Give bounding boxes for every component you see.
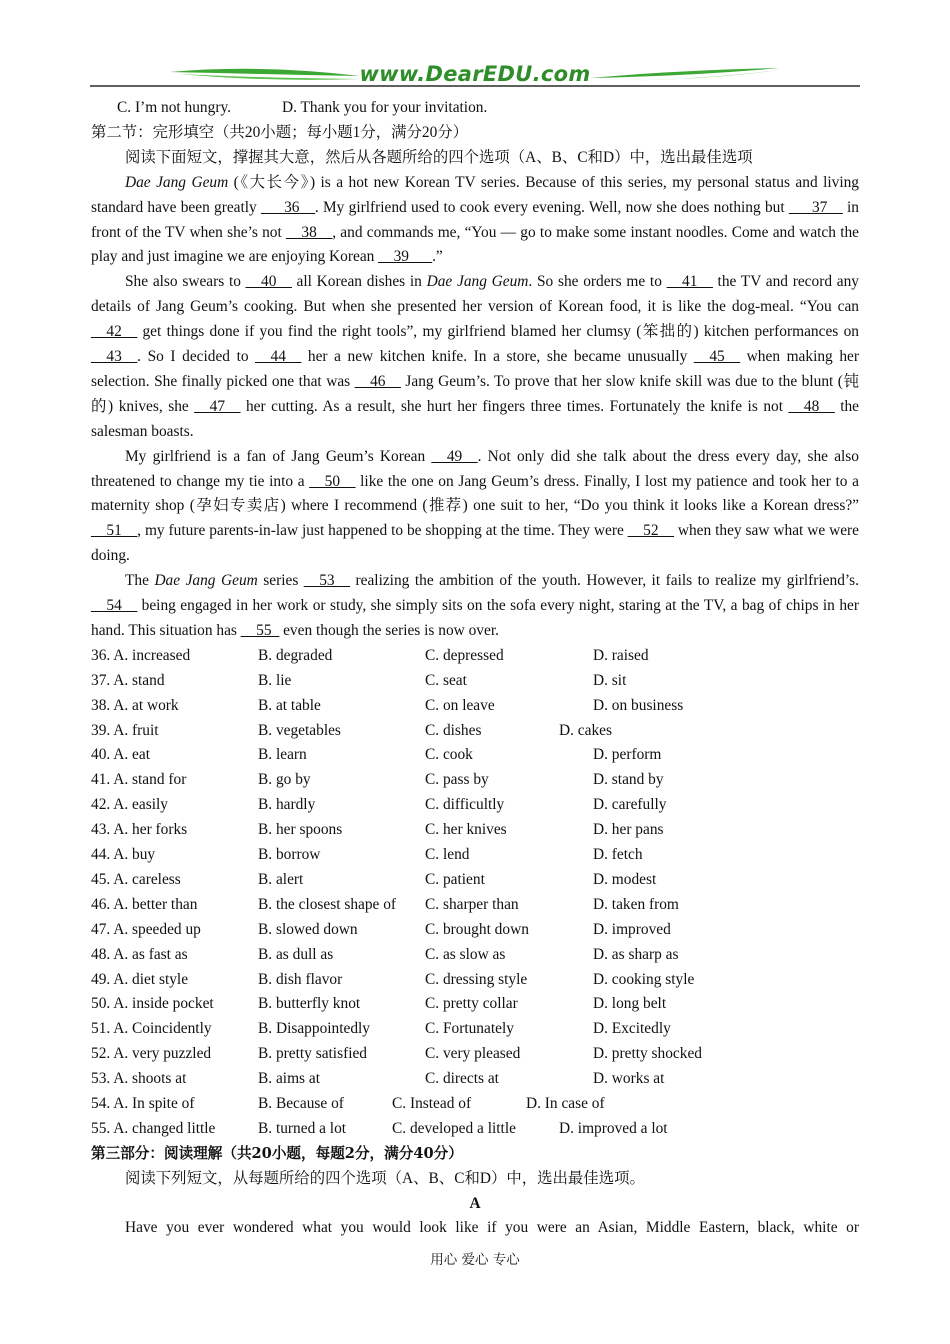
option-b: B. slowed down: [258, 920, 358, 938]
option-c: C. lend: [425, 846, 470, 864]
passage-paragraph-1: Dae Jang Geum (《大长今》) is a hot new Korean TV series. Because of this series, my personal status and living standard have been greatly ___36__. My girlfriend used to cook every evening. Well, now she does nothing but ___37__ in front of the TV when she’s not __38__, and commands me, “You — go to make some instant noodles. Come and watch the play and just imagine we are enjoying Korean __39___.”: [91, 173, 860, 266]
option-a: 49. A. diet style: [91, 970, 189, 988]
blank-42: __42__: [91, 323, 138, 341]
option-d: D. perform: [593, 746, 662, 764]
option-b: B. lie: [258, 671, 292, 689]
option-row: [91, 1117, 859, 1142]
option-a: 48. A. as fast as: [91, 945, 188, 963]
option-d: D. stand by: [593, 771, 664, 789]
prev-question-options: [91, 96, 859, 121]
option-c: C. cook: [425, 746, 473, 764]
option-d: D. modest: [593, 870, 657, 888]
option-a: 51. A. Coincidently: [91, 1020, 212, 1038]
option-c: C. pass by: [425, 771, 489, 789]
option-row: [91, 893, 859, 918]
option-b: B. the closest shape of: [258, 895, 397, 913]
option-b: B. learn: [258, 746, 307, 764]
option-b: B. as dull as: [258, 945, 334, 963]
option-row: [91, 1042, 859, 1067]
option-row: [91, 1017, 859, 1042]
passage-a-first-line: Have you ever wondered what you would look like if you were an Asian, Middle Eastern, black, white or: [125, 1219, 859, 1237]
section2-instruction: 阅读下面短文，撑握其大意，然后从各题所给的四个选项（A、B、C和D）中，选出最佳选项: [125, 148, 753, 166]
option-a: 41. A. stand for: [91, 771, 187, 789]
blank-53: __53__: [303, 572, 350, 590]
blank-48: __48__: [788, 397, 835, 415]
option-d: D. Thank you for your invitation.: [282, 99, 488, 116]
option-c: C. on leave: [425, 696, 495, 714]
option-d: D. long belt: [593, 995, 667, 1013]
site-logo: www.DearEDU.com: [359, 62, 591, 86]
blank-39: __39___: [378, 248, 433, 266]
blank-52: __52__: [627, 522, 674, 540]
option-d: D. carefully: [593, 796, 667, 814]
option-b: B. vegetables: [258, 721, 341, 739]
option-b: B. hardly: [258, 796, 316, 814]
option-c: C. patient: [425, 870, 485, 888]
option-b: B. her spoons: [258, 821, 343, 839]
option-row: [91, 694, 859, 719]
option-c: C. seat: [425, 671, 467, 689]
option-d: D. In case of: [526, 1094, 605, 1112]
option-a: 42. A. easily: [91, 796, 168, 814]
option-d: D. cakes: [559, 721, 612, 739]
option-row: [91, 992, 859, 1017]
blank-40: __40__: [245, 273, 292, 291]
option-b: B. dish flavor: [258, 970, 343, 988]
option-row: [91, 719, 859, 744]
blank-54: __54__: [91, 597, 138, 615]
option-c: C. as slow as: [425, 945, 506, 963]
blank-37: ___37__: [788, 198, 843, 216]
option-d: D. Excitedly: [593, 1020, 671, 1038]
option-b: B. aims at: [258, 1070, 320, 1088]
option-c: C. I’m not hungry.: [117, 99, 231, 116]
blank-36: ___36__: [261, 198, 315, 216]
option-d: D. her pans: [593, 821, 664, 839]
passage-paragraph-4: The Dae Jang Geum series __53__ realizing the ambition of the youth. However, it fails to realize my girlfriend’s. __54__ being engaged in her work or study, she simply sits on the sofa every night, staring at the TV, a bag of chips in her hand. This situation has __55_ even though the series is now over.: [91, 572, 859, 640]
option-b: B. pretty satisfied: [258, 1045, 367, 1063]
option-c: C. Fortunately: [425, 1020, 514, 1038]
option-a: 53. A. shoots at: [91, 1070, 187, 1088]
page-footer: 用心 爱心 专心: [430, 1252, 520, 1268]
option-b: B. borrow: [258, 846, 321, 864]
option-b: B. Because of: [258, 1094, 344, 1112]
option-row: [91, 644, 859, 669]
option-row: [91, 868, 859, 893]
blank-45: __45__: [693, 348, 741, 366]
option-a: 46. A. better than: [91, 895, 198, 913]
option-c: C. directs at: [425, 1070, 499, 1088]
blank-51: __51__: [91, 522, 138, 540]
section3-instruction: 阅读下列短文，从每题所给的四个选项（A、B、C和D）中，选出最佳选项。: [125, 1169, 645, 1187]
option-c: C. pretty collar: [425, 995, 518, 1013]
option-row: [91, 968, 859, 993]
blank-49: __49__: [431, 447, 478, 465]
exam-page: [91, 96, 859, 1241]
option-b: B. butterfly knot: [258, 995, 361, 1013]
blank-50: __50__: [309, 472, 356, 490]
option-c: C. dressing style: [425, 970, 528, 988]
option-a: 43. A. her forks: [91, 821, 188, 839]
option-row: [91, 918, 859, 943]
option-a: 38. A. at work: [91, 696, 179, 714]
option-d: D. improved a lot: [559, 1119, 668, 1137]
option-d: D. raised: [593, 646, 649, 664]
option-d: D. taken from: [593, 895, 679, 913]
option-c: C. developed a little: [392, 1119, 516, 1137]
option-a: 39. A. fruit: [91, 721, 159, 739]
option-row: [91, 1092, 859, 1117]
blank-47: __47__: [194, 397, 241, 415]
option-row: [91, 743, 859, 768]
option-b: B. at table: [258, 696, 321, 714]
option-d: D. fetch: [593, 846, 643, 864]
option-a: 44. A. buy: [91, 846, 156, 864]
option-a: 36. A. increased: [91, 646, 191, 664]
option-c: C. difficultly: [425, 796, 505, 814]
option-row: [91, 818, 859, 843]
option-a: 50. A. inside pocket: [91, 995, 214, 1013]
passage-label: A: [469, 1194, 481, 1212]
option-row: [91, 669, 859, 694]
option-a: 37. A. stand: [91, 671, 165, 689]
option-d: D. on business: [593, 696, 684, 714]
blank-41: __41__: [666, 273, 713, 291]
option-d: D. sit: [593, 671, 627, 689]
option-a: 45. A. careless: [91, 870, 181, 888]
option-c: C. Instead of: [392, 1094, 472, 1112]
blank-38: __38__: [286, 223, 333, 241]
passage-paragraph-2: She also swears to __40__ all Korean dishes in Dae Jang Geum. So she orders me to __41__ the TV and record any details of Jang Geum’s cooking. But when she presented her version of Korean food, it is like the dog-meal. “You can __42__ get things done if you find the right tools”, my girlfriend blamed her clumsy (笨拙的) kitchen performances on __43__. So I decided to __44__ her a new kitchen knife. In a store, she became unusually __45__ when making her selection. She finally picked one that was __46__ Jang Geum’s. To prove that her slow knife skill was due to the blunt (钝的) knives, she __47__ her cutting. As a result, she hurt her fingers three times. Fortunately the knife is not __48__ the salesman boasts.: [91, 273, 860, 440]
option-row: [91, 768, 859, 793]
option-a: 40. A. eat: [91, 746, 150, 764]
option-row: [91, 843, 859, 868]
option-c: C. depressed: [425, 646, 504, 664]
option-c: C. very pleased: [425, 1045, 521, 1063]
option-d: D. improved: [593, 920, 671, 938]
option-c: C. her knives: [425, 821, 507, 839]
site-header-banner: [90, 60, 860, 90]
option-d: D. as sharp as: [593, 945, 679, 963]
option-d: D. works at: [593, 1070, 665, 1088]
option-row: [91, 1067, 859, 1092]
option-a: 52. A. very puzzled: [91, 1045, 212, 1063]
section3-title: 第三部分：阅读理解（共20小题，每题2分，满分40分）: [91, 1144, 463, 1162]
option-b: B. Disappointedly: [258, 1020, 371, 1038]
option-a: 47. A. speeded up: [91, 920, 201, 938]
option-row: [91, 793, 859, 818]
option-b: B. degraded: [258, 646, 333, 664]
option-c: C. dishes: [425, 721, 482, 739]
answer-options-list: [91, 644, 859, 1142]
blank-43: __43__: [91, 348, 138, 366]
blank-46: __46__: [354, 372, 401, 390]
blank-55: __55_: [240, 622, 280, 640]
option-b: B. alert: [258, 870, 304, 888]
option-a: 54. A. In spite of: [91, 1094, 195, 1112]
passage-paragraph-3: My girlfriend is a fan of Jang Geum’s Korean __49__. Not only did she talk about the dress every day, she also threatened to change my tie into a __50__ like the one on Jang Geum’s dress. Finally, I lost my patience and took her to a maternity shop (孕妇专卖店) where I recommend (推荐) one suit to her, “Do you think it looks like a Korean dress?” __51__, my future parents-in-law just happened to be shopping at the time. They were __52__ when they saw what we were doing.: [91, 447, 859, 565]
option-c: C. sharper than: [425, 895, 519, 913]
option-a: 55. A. changed little: [91, 1119, 216, 1137]
option-d: D. cooking style: [593, 970, 695, 988]
option-d: D. pretty shocked: [593, 1045, 702, 1063]
section2-title: 第二节：完形填空（共20小题；每小题1分，满分20分）: [91, 123, 469, 141]
blank-44: __44__: [255, 348, 302, 366]
option-row: [91, 943, 859, 968]
option-c: C. brought down: [425, 920, 529, 938]
option-b: B. turned a lot: [258, 1119, 347, 1137]
option-b: B. go by: [258, 771, 311, 789]
